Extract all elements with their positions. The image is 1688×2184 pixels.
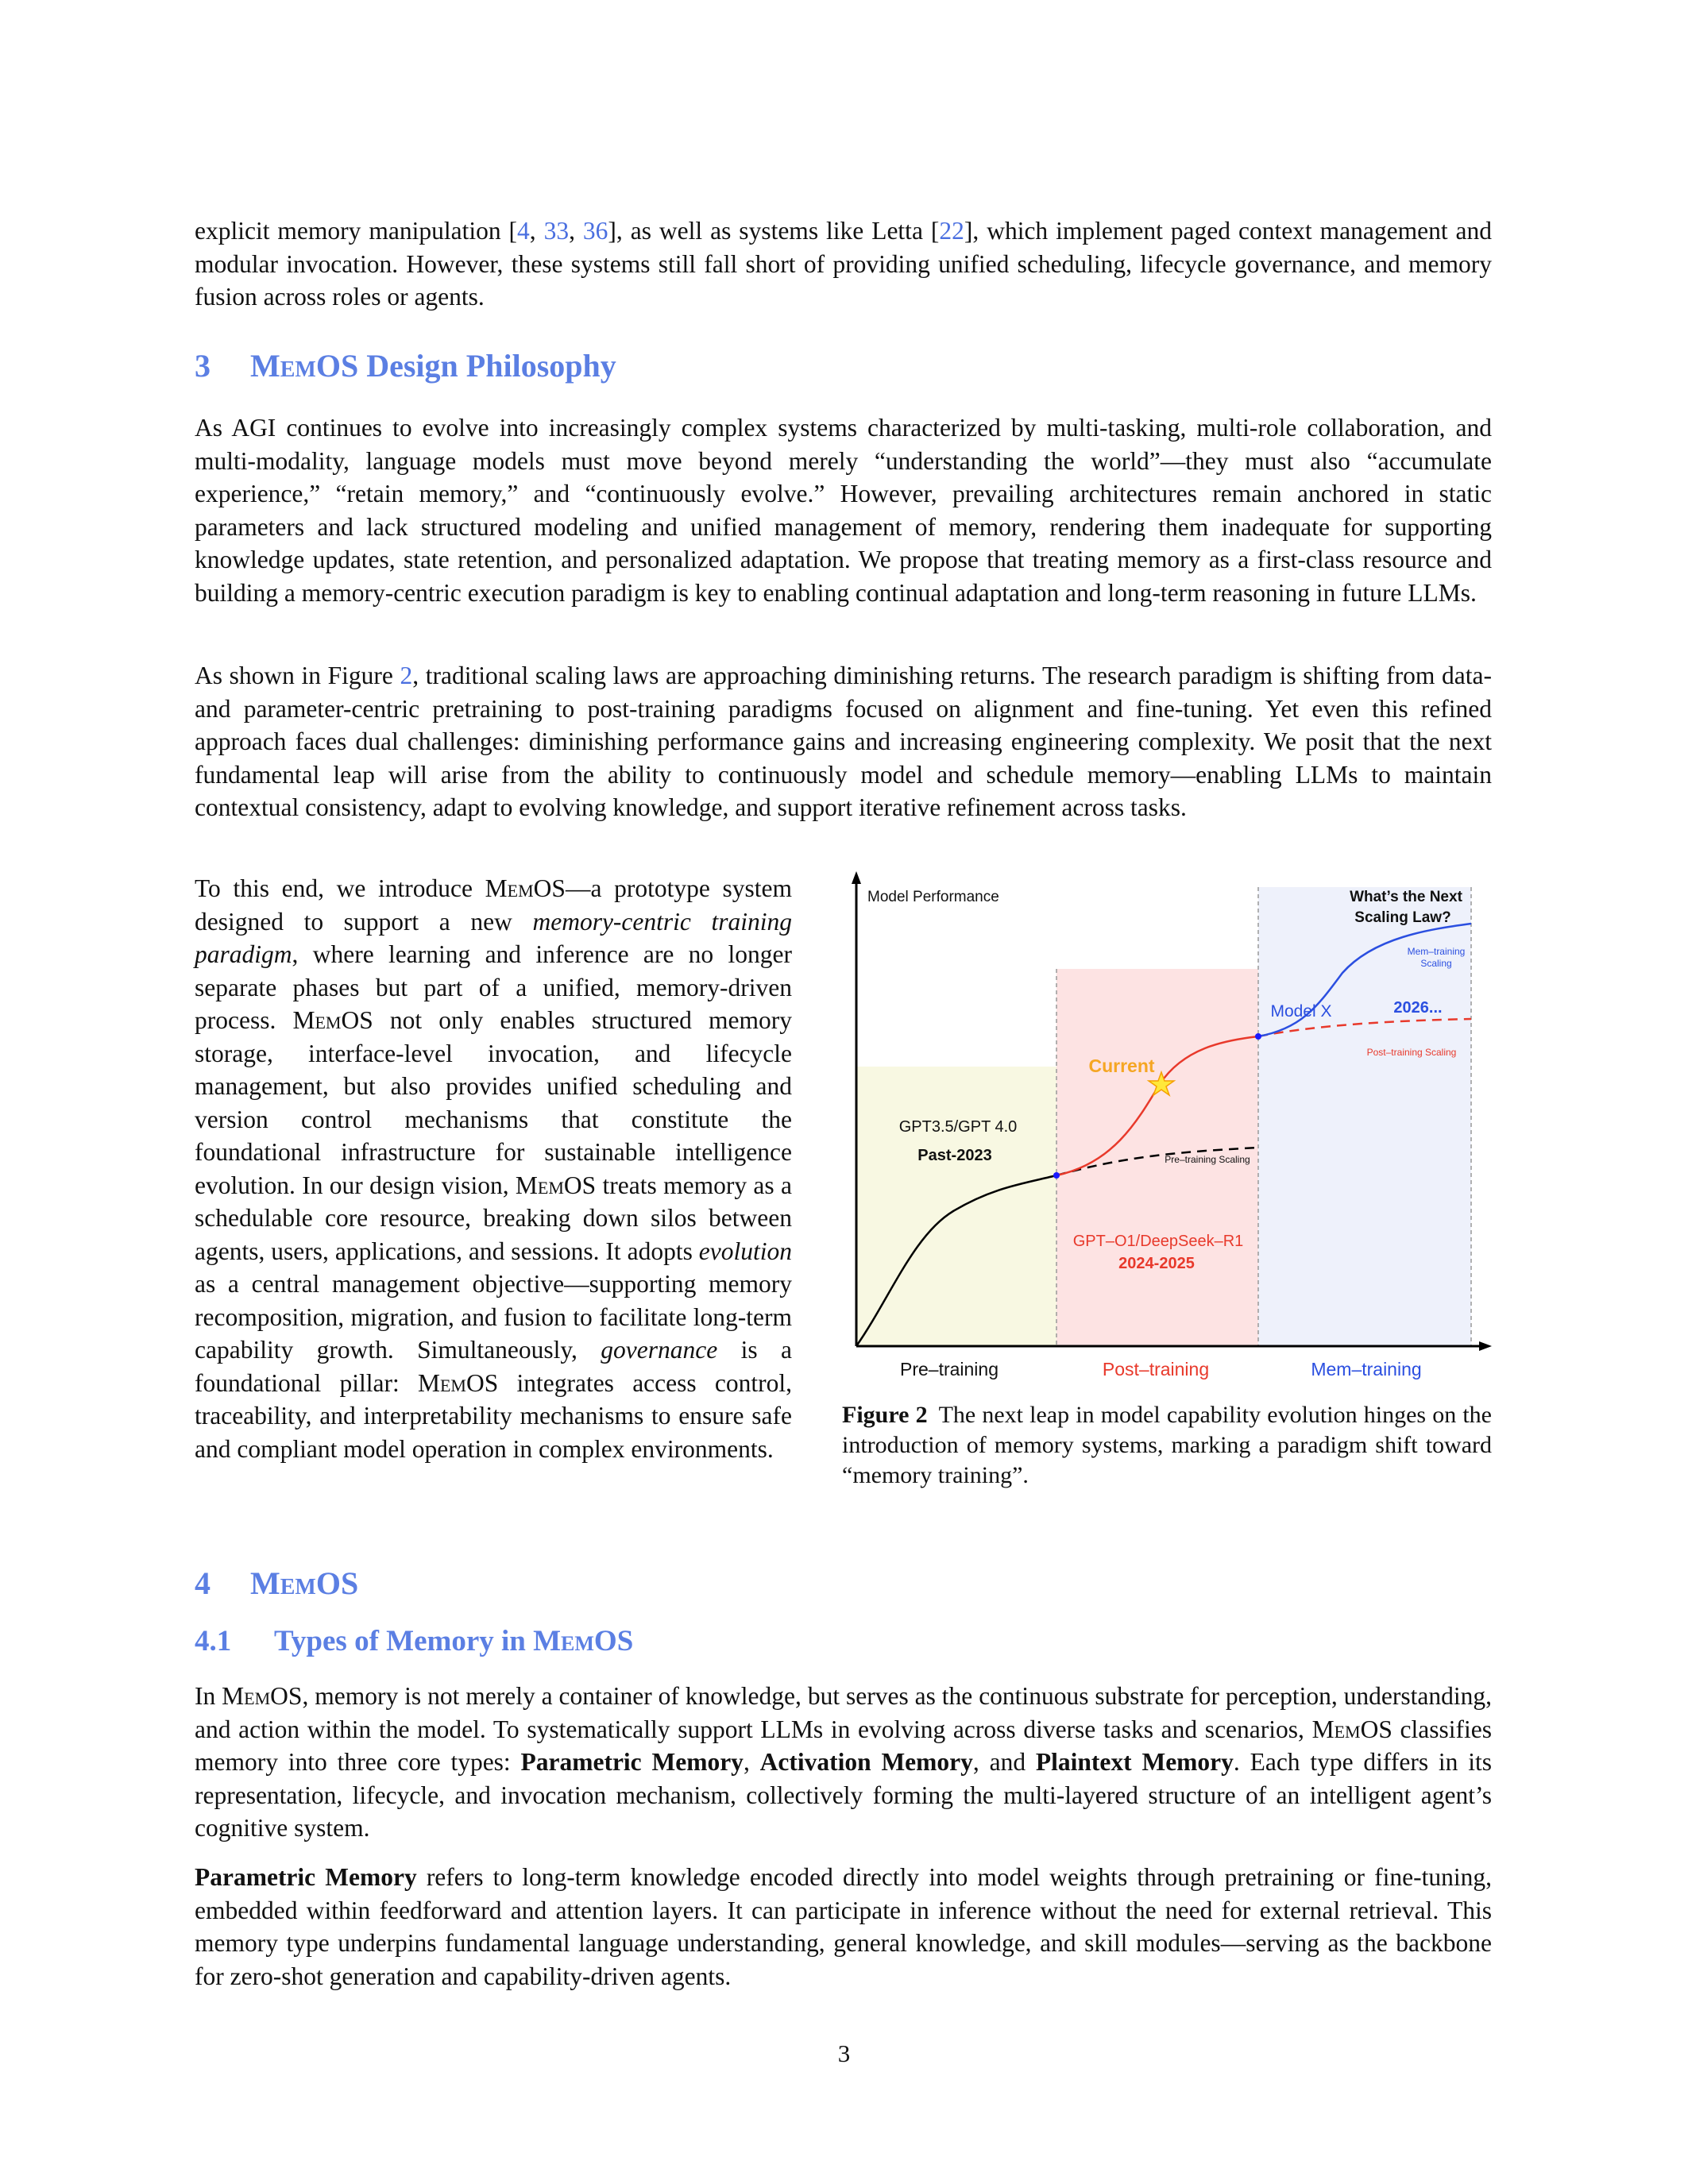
text: treats memory as a schedulable core resource, breaking down silos between agents, users, applications, and sessions. It adopts [195,1171,792,1265]
annotation: GPT3.5/GPT 4.0 [898,1118,1018,1136]
paragraph-text: As AGI continues to evolve into increasingly complex systems characterized by multi-tasking, multi-role collaboration, and multi-modality, language models must move beyond merely “understanding the world”—they must also “accumulate experience,” “retain memory,” and “continuously evolve.” However, prevailing architectures remain anchored in static parameters and lack structured modeling and unified management of memory, rendering them inadequate for supporting knowledge updates, state retention, and personalized adaptation. We propose that treating memory as a first-class resource and building a memory-centric execution paradigm is key to enabling continual adaptation and long-term reasoning in future LLMs. [195,414,1492,607]
section-number: 3 [195,348,211,384]
bold-term: Parametric Memory [520,1748,744,1776]
annotation: Past-2023 [917,1147,992,1164]
memos-name: MemOS [1311,1715,1393,1743]
memos-name: MemOS [515,1171,597,1199]
memos-name: MemOS [417,1368,499,1397]
annotation: Scaling Law? [1354,909,1451,926]
subsection-number: 4.1 [195,1625,232,1657]
annotation: Post–training Scaling [1366,1047,1457,1058]
text: , and [972,1748,1036,1776]
figure-2-chart [842,870,1493,1386]
page-number: 3 [837,2039,851,2067]
section3-paragraph-2 [195,659,1492,824]
pretraining-region [856,1067,1056,1346]
text: ], as well as systems like Letta [ [608,217,940,245]
text: As shown in Figure [195,662,400,689]
citation-link[interactable]: 36 [582,217,608,245]
transition-point [1255,1033,1261,1040]
annotation: Mem–training [1407,946,1466,957]
memos-name: MemOS [485,874,566,902]
caption-label: Figure 2 [842,1402,928,1428]
text: integrates access control, traceability, and interpretability mechanisms to ensure safe and compliant model operation in complex environments. [195,1368,792,1463]
y-axis-label: Model Performance [867,889,999,905]
bold-term: Parametric Memory [195,1863,417,1891]
figure-2-caption [842,1400,1492,1491]
x-axis-label: Pre–training [899,1359,999,1379]
section-title: Design Philosophy [358,348,616,384]
emphasis: evolution [698,1237,792,1265]
citation-link[interactable]: 4 [517,217,530,245]
annotation: What’s the Next [1350,889,1462,905]
section-number: 4 [195,1565,211,1601]
x-axis-label: Post–training [1102,1359,1210,1379]
text: —a prototype system designed to support a new [195,874,792,936]
annotation: GPT–O1/DeepSeek–R1 [1072,1233,1244,1250]
section4-paragraph-1 [195,1680,1492,1845]
text: In [195,1682,222,1710]
section3-paragraph-1 [195,411,1492,609]
text: classifies memory into three core types: [195,1715,1492,1776]
intro-paragraph: explicit memory manipulation [4, 33, 36], as well as systems like Letta [22], which implement paged context management and modular invocation. However, these systems still fall short of providing unified scheduling, lifecycle governance, and memory fusion across roles or agents. [195,217,1492,311]
subsection-heading-4-1 [195,1624,633,1658]
text: To this end, we introduce [195,874,485,902]
text: ], which implement paged context management and modular invocation. However, these systems still fall short of providing unified scheduling, lifecycle governance, and memory fusion across roles or agents. [195,217,1492,311]
memos-name: MemOS [292,1006,373,1034]
memos-name: MemOS [222,1682,303,1710]
text: not only enables structured memory storage, interface-level invocation, and lifecycle management, but also provides unified scheduling and version control mechanisms that constitute the foundational infrastructure for sustainable intelligence evolution. In our design vision, [195,1006,792,1199]
scaling-law-chart [842,870,1493,1386]
bold-term: Activation Memory [759,1748,973,1776]
section-heading-4 [195,1565,358,1602]
section3-paragraph-3 [195,872,792,1465]
text: is a foundational pillar: [195,1336,792,1397]
section-heading-3 [195,347,616,384]
text: , [743,1748,760,1776]
section-title-sc: MemOS [250,348,359,384]
annotation: Pre–training Scaling [1165,1154,1250,1165]
citation-link[interactable]: 22 [939,217,964,245]
section-title-sc: MemOS [250,1565,359,1601]
emphasis: governance [601,1336,718,1364]
bold-term: Plaintext Memory [1035,1748,1234,1776]
text: explicit memory manipulation [ [195,217,518,245]
subsection-title-sc: MemOS [533,1625,634,1657]
annotation: 2024-2025 [1118,1255,1195,1272]
annotation: 2026... [1393,999,1443,1017]
text: , traditional scaling laws are approaching diminishing returns. The research paradigm is shifting from data- and parameter-centric pretraining to post-training paradigms focused on alignment and fine-tuning. Yet even this refined approach faces dual challenges: diminishing performance gains and increasing engineering complexity. We posit that the next fundamental leap will arise from the ability to continuously model and schedule memory—enabling LLMs to maintain contextual consistency, adapt to evolving knowledge, and support iterative refinement across tasks. [195,662,1492,821]
figure-ref-link[interactable]: 2 [400,662,413,689]
caption-text: The next leap in model capability evolution hinges on the introduction of memory systems, marking a paradigm shift toward “memory training”. [842,1402,1492,1488]
text: , memory is not merely a container of knowledge, but serves as the continuous substrate for perception, understanding, and action within the model. To systematically support LLMs in evolving across diverse tasks and scenarios, [195,1682,1492,1743]
text: , where learning and inference are no longer separate phases but part of a unified, memory-driven process. [195,940,792,1034]
annotation: Scaling [1420,958,1452,969]
text: as a central management objective—supporting memory recomposition, migration, and fusion to facilitate long-term capability growth. Simultaneously, [195,1270,792,1364]
annotation: Current [1088,1055,1155,1076]
section4-paragraph-2 [195,1861,1492,1993]
citation-link[interactable]: 33 [543,217,570,245]
text: . Each type differs in its representation, lifecycle, and invocation mechanism, collectively forming the multi-layered structure of an intelligent agent’s cognitive system. [195,1748,1492,1842]
subsection-title: Types of Memory in [274,1625,534,1657]
text: refers to long-term knowledge encoded directly into model weights through pretraining or fine-tuning, embedded within feedforward and attention layers. It can participate in inference without the need for external retrieval. This memory type underpins fundamental language understanding, general knowledge, and skill modules—serving as the backbone for zero-shot generation and capability-driven agents. [195,1863,1492,1990]
transition-point [1053,1172,1060,1179]
x-axis-label: Mem–training [1311,1359,1422,1379]
emphasis: memory-centric training paradigm [195,907,792,968]
annotation: Model X [1270,1002,1332,1021]
